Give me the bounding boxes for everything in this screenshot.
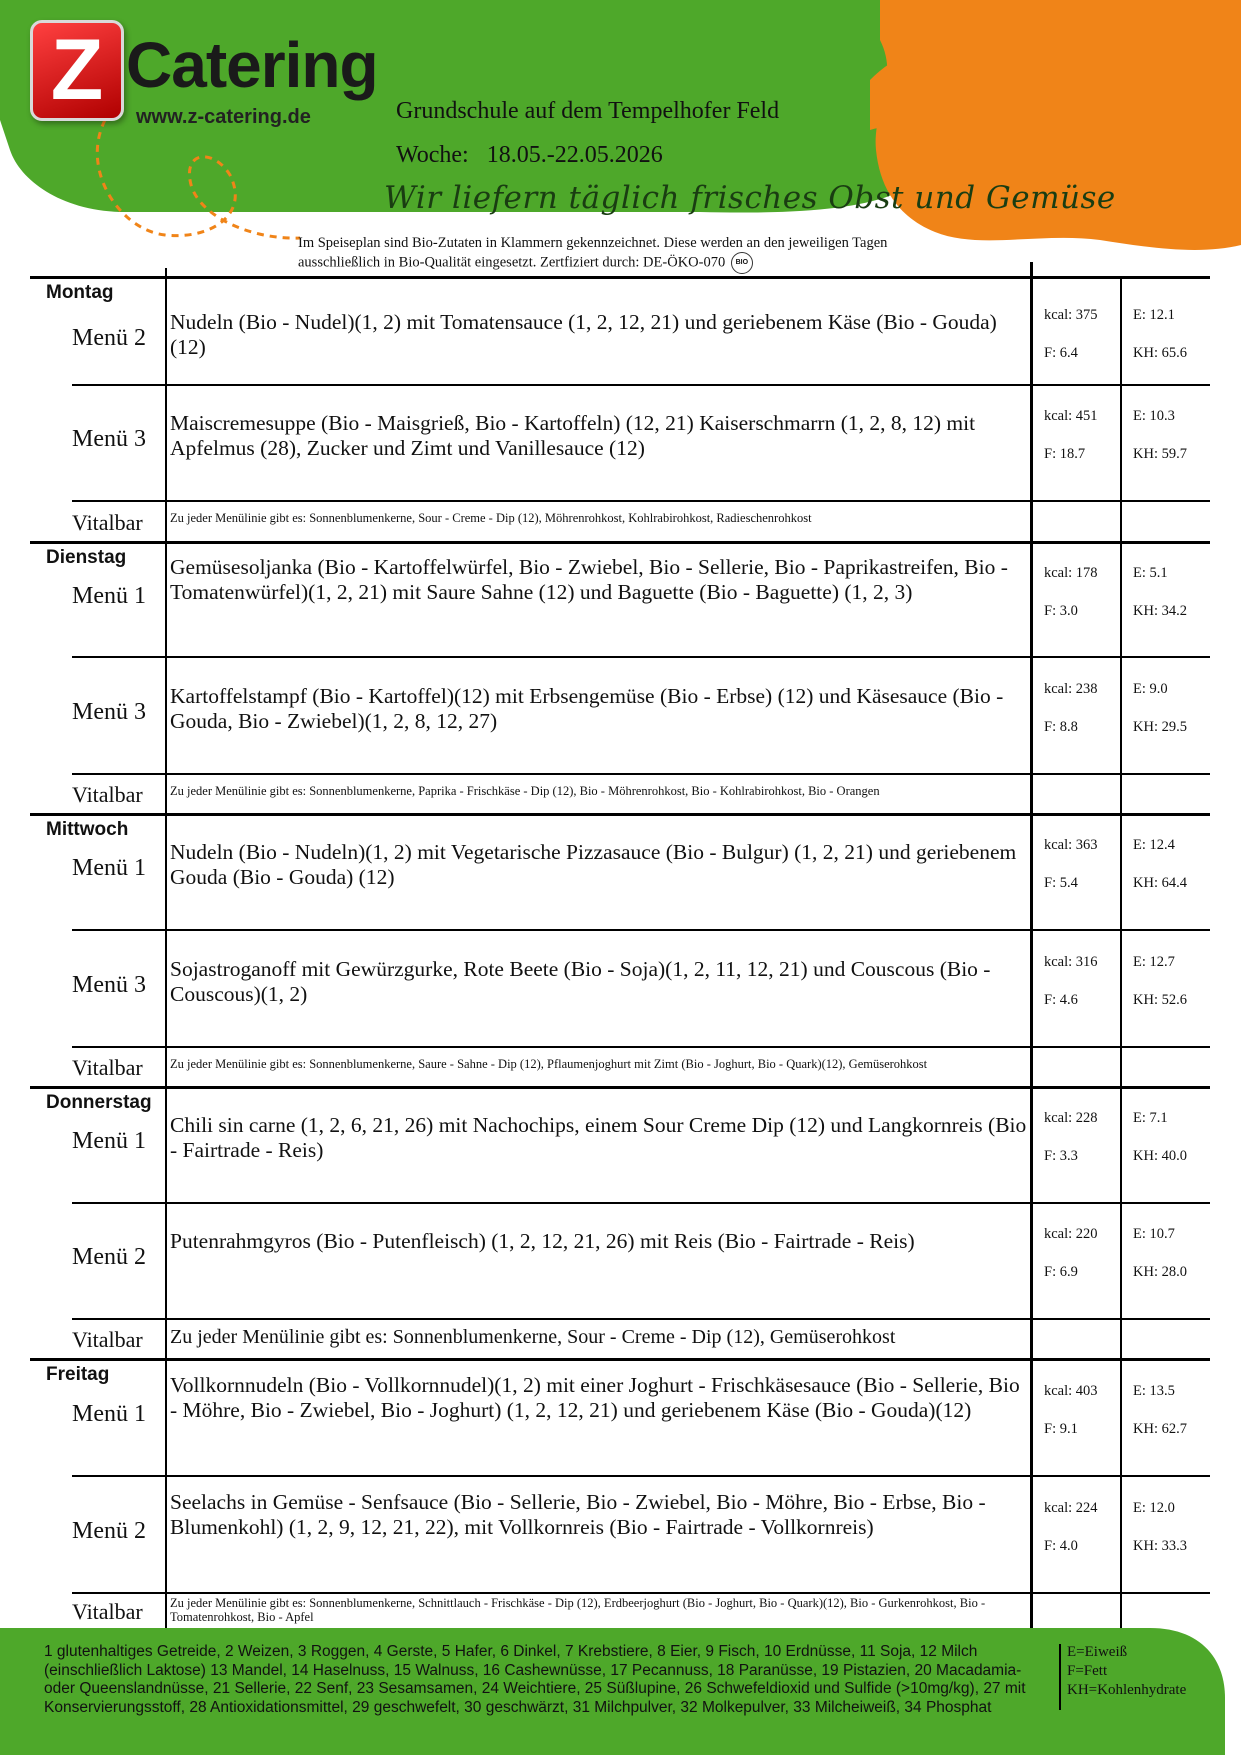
meal-description: Kartoffelstampf (Bio - Kartoffel)(12) mit Erbsengemüse (Bio - Erbse) (12) und Käsesauce (Bio - Gouda, Bio - Zwiebel)(1, 2, 8, 12, 27) [170, 683, 1004, 733]
macro-column-divider [1120, 276, 1122, 1630]
menu-label: Menü 3 [72, 426, 146, 452]
menu-label: Menü 1 [72, 1400, 146, 1427]
meal-description: Vollkornnudeln (Bio - Vollkornnudel)(1, 2) mit einer Joghurt - Frischkäsesauce (Bio - Sellerie, Bio - Möhre, Bio - Zwiebel, Bio - Joghurt) (1, 2, 12, 21) und geriebenem Käse (Bio - Gouda)(12) [170, 1373, 1020, 1422]
vitalbar-label: Vitalbar [72, 782, 143, 807]
carbs-value: KH: 62.7 [1133, 1420, 1187, 1437]
menu-row-separator [72, 1318, 1210, 1320]
vitalbar-description: Zu jeder Menülinie gibt es: Sonnenblumenkerne, Paprika - Frischkäse - Dip (12), Bio - Möhrenrohkost, Bio - Kohlrabirohkost, Bio - Orangen [170, 784, 880, 798]
kcal-value: kcal: 363 [1044, 837, 1098, 853]
protein-value: E: 5.1 [1133, 564, 1168, 581]
vitalbar-description: Zu jeder Menülinie gibt es: Sonnenblumenkerne, Sour - Creme - Dip (12), Gemüserohkost [170, 1326, 896, 1348]
protein-value: E: 12.0 [1133, 1499, 1175, 1516]
school-name: Grundschule auf dem Tempelhofer Feld [396, 98, 780, 124]
bio-seal-icon: BIO [731, 252, 753, 274]
fat-value: F: 6.4 [1044, 345, 1078, 361]
vitalbar-label: Vitalbar [72, 1055, 143, 1080]
fat-value: F: 4.6 [1044, 991, 1078, 1008]
meal-description: Seelachs in Gemüse - Senfsauce (Bio - Sellerie, Bio - Zwiebel, Bio - Möhre, Bio - Erbse, Bio - Blumenkohl) (1, 2, 9, 12, 21, 22), mit Vollkornreis (Bio - Fairtrade - Vollkornreis) [170, 1490, 986, 1539]
kcal-value: kcal: 238 [1044, 680, 1098, 697]
kcal-value: kcal: 224 [1044, 1499, 1098, 1516]
allergen-list: 1 glutenhaltiges Getreide, 2 Weizen, 3 Roggen, 4 Gerste, 5 Hafer, 6 Dinkel, 7 Krebstiere, 8 Eier, 9 Fisch, 10 Erdnüsse, 11 Soja, 12 Milch (einschließlich Laktose) 13 Mandel, 14 Haselnuss, 15 Walnuss, 16 Cashewnüsse, 17 Pecannuss, 18 Paranüsse, 19 Pistazien, 20 Macadamia- oder Queenslandnüsse, 21 Sellerie, 22 Senf, 23 Sesamsamen, 24 Weichtiere, 25 Süßlupine, 26 Schwefeldioxid und Sulfide (>10mg/kg), 27 mit Konservierungsstoff, 28 Antioxidationsmittel, 29 geschwefelt, 30 geschwärzt, 31 Milchpulver, 32 Molkepulver, 33 Milcheiweiß, 34 Phosphat [44, 1643, 1026, 1716]
kcal-value: kcal: 220 [1044, 1226, 1098, 1242]
menu-column-divider [165, 268, 167, 1630]
carbs-value: KH: 65.6 [1133, 345, 1187, 361]
day-name: Dienstag [46, 547, 127, 568]
vitalbar-label: Vitalbar [72, 1327, 143, 1352]
menu-row-separator [72, 1202, 1210, 1204]
meal-description: Nudeln (Bio - Nudel)(1, 2) mit Tomatensauce (1, 2, 12, 21) und geriebenem Käse (Bio - Gouda)(12) [170, 310, 997, 359]
logo-mark: Z [30, 20, 124, 121]
vitalbar-description: Zu jeder Menülinie gibt es: Sonnenblumenkerne, Saure - Sahne - Dip (12), Pflaumenjoghurt mit Zimt (Bio - Joghurt, Bio - Quark)(12), Gemüserohkost [170, 1057, 928, 1071]
carbs-value: KH: 33.3 [1133, 1537, 1187, 1554]
carbs-value: KH: 34.2 [1133, 602, 1187, 619]
menu-label: Menü 1 [72, 582, 146, 609]
fat-value: F: 3.0 [1044, 602, 1078, 619]
vitalbar-description: Zu jeder Menülinie gibt es: Sonnenblumenkerne, Sour - Creme - Dip (12), Möhrenrohkost, Kohlrabirohkost, Radieschenrohkost [170, 511, 812, 525]
fat-value: F: 6.9 [1044, 1264, 1078, 1280]
legend-protein: E=Eiweiß [1067, 1644, 1128, 1660]
nutrition-legend [1067, 1643, 1186, 1700]
slogan: Wir liefern täglich frisches Obst und Gemüse [384, 180, 1116, 216]
menu-label: Menü 3 [72, 971, 146, 998]
protein-value: E: 12.4 [1133, 837, 1175, 853]
carbs-value: KH: 59.7 [1133, 446, 1187, 462]
fat-value: F: 9.1 [1044, 1420, 1078, 1437]
menu-label: Menü 3 [72, 698, 146, 725]
day-name: Montag [46, 282, 114, 303]
meal-description: Chili sin carne (1, 2, 6, 21, 26) mit Nachochips, einem Sour Creme Dip (12) und Langkornreis (Bio - Fairtrade - Reis) [170, 1113, 1027, 1162]
meal-description: Sojastroganoff mit Gewürzgurke, Rote Beete (Bio - Soja)(1, 2, 11, 12, 21) und Couscous (Bio - Couscous)(1, 2) [170, 956, 991, 1006]
fat-value: F: 3.3 [1044, 1148, 1078, 1164]
day-separator [30, 1358, 1210, 1361]
protein-value: E: 10.7 [1133, 1226, 1175, 1242]
menu-label: Menü 2 [72, 325, 146, 351]
meal-description: Putenrahmgyros (Bio - Putenfleisch) (1, 2, 12, 21, 26) mit Reis (Bio - Fairtrade - Reis) [170, 1229, 915, 1253]
day-separator [30, 541, 1210, 544]
kcal-value: kcal: 375 [1044, 307, 1098, 323]
legend-fat: F=Fett [1067, 1663, 1108, 1679]
menu-row-separator [72, 384, 1210, 386]
legend-carbs: KH=Kohlenhydrate [1067, 1682, 1187, 1698]
bio-note-text: Im Speiseplan sind Bio-Zutaten in Klammern gekennzeichnet. Diese werden an den jeweiligen Tagen ausschließlich in Bio-Qualität eingesetzt. Zertfiziert durch: DE-ÖKO-070 [298, 235, 888, 271]
menu-row-separator [72, 1046, 1210, 1048]
logo-name: Catering [126, 29, 378, 101]
menu-row-separator [72, 500, 1210, 502]
kcal-value: kcal: 403 [1044, 1382, 1098, 1399]
day-name: Freitag [46, 1364, 110, 1385]
bio-note [298, 235, 938, 274]
menu-row-separator [72, 1592, 1210, 1594]
vitalbar-description: Zu jeder Menülinie gibt es: Sonnenblumenkerne, Schnittlauch - Frischkäse - Dip (12), Erdbeerjoghurt (Bio - Joghurt, Bio - Quark)(12), Bio - Gurkenrohkost, Bio - Tomatenrohkost, Bio - Apfel [170, 1596, 986, 1624]
carbs-value: KH: 28.0 [1133, 1264, 1187, 1280]
carbs-value: KH: 52.6 [1133, 991, 1187, 1008]
week-range: 18.05.-22.05.2026 [486, 142, 663, 168]
table-top-border [30, 276, 1210, 279]
carbs-value: KH: 40.0 [1133, 1148, 1187, 1164]
week-label: Woche: [396, 142, 469, 168]
fat-value: F: 4.0 [1044, 1537, 1078, 1554]
menu-row-separator [72, 1475, 1210, 1477]
logo-url[interactable]: www.z-catering.de [136, 106, 311, 128]
nutrition-column-divider [1030, 262, 1033, 1630]
day-name: Mittwoch [46, 819, 129, 840]
protein-value: E: 12.1 [1133, 307, 1175, 323]
menu-label: Menü 1 [72, 855, 146, 881]
menu-row-separator [72, 929, 1210, 931]
menu-label: Menü 1 [72, 1128, 146, 1154]
menu-label: Menü 2 [72, 1517, 146, 1544]
protein-value: E: 10.3 [1133, 408, 1175, 424]
fat-value: F: 8.8 [1044, 718, 1078, 735]
fat-value: F: 18.7 [1044, 446, 1086, 462]
day-separator [30, 813, 1210, 816]
day-name: Donnerstag [46, 1092, 152, 1113]
day-separator [30, 1086, 1210, 1089]
menu-label: Menü 2 [72, 1244, 146, 1270]
meal-description: Nudeln (Bio - Nudeln)(1, 2) mit Vegetarische Pizzasauce (Bio - Bulgur) (1, 2, 21) und geriebenem Gouda (Bio - Gouda) (12) [170, 840, 1017, 889]
protein-value: E: 9.0 [1133, 680, 1168, 697]
carbs-value: KH: 29.5 [1133, 718, 1187, 735]
vitalbar-label: Vitalbar [72, 1599, 143, 1624]
vitalbar-label: Vitalbar [72, 510, 143, 535]
meal-description: Maiscremesuppe (Bio - Maisgrieß, Bio - Kartoffeln) (12, 21) Kaiserschmarrn (1, 2, 8, 12) mit Apfelmus (28), Zucker und Zimt und Vanillesauce (12) [170, 411, 976, 460]
kcal-value: kcal: 451 [1044, 408, 1098, 424]
fat-value: F: 5.4 [1044, 875, 1078, 891]
protein-value: E: 7.1 [1133, 1110, 1168, 1126]
legend-divider [1059, 1644, 1061, 1710]
week-line [396, 142, 663, 169]
kcal-value: kcal: 178 [1044, 564, 1098, 581]
kcal-value: kcal: 228 [1044, 1110, 1098, 1126]
kcal-value: kcal: 316 [1044, 953, 1098, 970]
menu-row-separator [72, 773, 1210, 775]
protein-value: E: 12.7 [1133, 953, 1175, 970]
menu-row-separator [72, 656, 1210, 658]
meal-description: Gemüsesoljanka (Bio - Kartoffelwürfel, Bio - Zwiebel, Bio - Sellerie, Bio - Paprikastreifen, Bio - Tomatenwürfel)(1, 2, 21) mit Saure Sahne (12) und Baguette (Bio - Baguette) (1, 2, 3) [170, 555, 1008, 604]
carbs-value: KH: 64.4 [1133, 875, 1187, 891]
protein-value: E: 13.5 [1133, 1382, 1175, 1399]
